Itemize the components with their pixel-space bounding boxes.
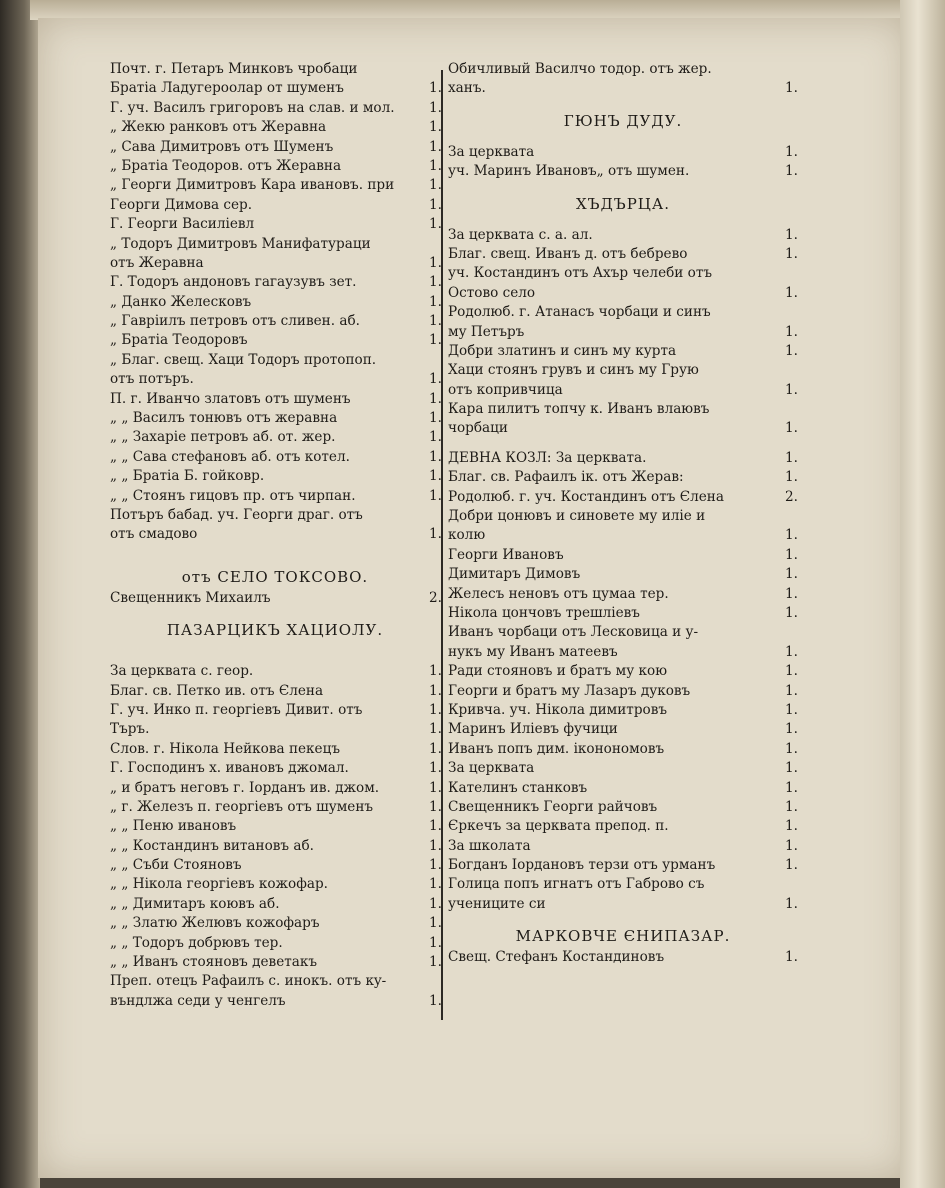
entry-row: [110, 138, 440, 157]
entry-row: [110, 701, 440, 720]
entry-count: 1.: [785, 469, 798, 486]
entry-row: [110, 293, 440, 312]
entry-name: Желесъ неновъ отъ цумаа тер.: [448, 585, 669, 602]
entry-name: П. г. Иванчо златовъ отъ шуменъ: [110, 390, 351, 407]
entry-row: [110, 99, 440, 118]
entry-row: [110, 351, 440, 370]
entry-name: „ „ Братіа Б. гойковр.: [110, 468, 265, 485]
entry-row: [110, 118, 440, 137]
entry-row: [110, 779, 440, 798]
entry-count: 1.: [429, 293, 442, 310]
entry-name: „ „ Пеню ивановъ: [110, 818, 237, 835]
entry-name: отъ потъръ.: [110, 371, 194, 388]
entry-count: 1.: [785, 323, 798, 340]
entry-name: „ Благ. свещ. Хаци Тодоръ протопоп.: [110, 351, 377, 368]
entry-name: „ „ Съби Стояновъ: [110, 857, 242, 874]
entry-name: За школата: [448, 837, 531, 854]
entry-name: Кривча. уч. Нікола димитровъ: [448, 701, 668, 718]
entry-name: Голица попъ игнатъ отъ Габрово съ: [448, 876, 705, 893]
entry-count: 1.: [785, 682, 798, 699]
entry-count: 1.: [785, 798, 798, 815]
entry-name: Г. Тодоръ андоновъ гагаузувъ зет.: [110, 274, 357, 291]
entry-count: 1.: [429, 99, 442, 116]
entry-row: [448, 759, 798, 778]
entry-row: [448, 226, 798, 245]
entry-row: [110, 914, 440, 933]
entry-row: [110, 487, 440, 506]
entry-name: Родолюб. г. Атанасъ чорбаци и синъ: [448, 304, 711, 321]
entry-count: 1.: [429, 254, 442, 271]
entry-name: Г. Георги Василіевл: [110, 216, 255, 233]
entry-row: [110, 992, 440, 1011]
entry-row: [110, 312, 440, 331]
entry-count: 1.: [429, 157, 442, 174]
entry-name: Богданъ Іордановъ терзи отъ урманъ: [448, 857, 716, 874]
right-list-block: [448, 143, 798, 182]
entry-row: [448, 284, 798, 303]
entry-name: Г. уч. Инко п. георгіевъ Дивит. отъ: [110, 701, 363, 718]
entry-count: 1.: [785, 837, 798, 854]
entry-count: 1.: [429, 837, 442, 854]
entry-row: [448, 948, 798, 967]
entry-row: [448, 643, 798, 662]
entry-count: 1.: [785, 895, 798, 912]
entry-count: 1.: [429, 487, 442, 504]
entry-name: нукъ му Иванъ матеевъ: [448, 643, 618, 660]
entry-row: [110, 953, 440, 972]
entry-name: „ „ Костандинъ витановъ аб.: [110, 837, 315, 854]
entry-row: [448, 623, 798, 642]
entry-row: [448, 546, 798, 565]
entry-count: 1.: [785, 663, 798, 680]
entry-name: отъ смадово: [110, 526, 198, 543]
entry-row: [110, 235, 440, 254]
entry-count: 1.: [785, 604, 798, 621]
entry-row: [448, 798, 798, 817]
entry-name: Нікола цончовъ трешліевъ: [448, 604, 640, 621]
entry-count: 1.: [429, 954, 442, 971]
entry-count: 1.: [785, 857, 798, 874]
entry-name: чорбаци: [448, 420, 508, 437]
entry-name: Братіа Ладугероолар от шуменъ: [110, 80, 344, 97]
entry-name: „ „ Сава стефановъ аб. отъ котел.: [110, 448, 350, 465]
entry-count: 1.: [429, 80, 442, 97]
entry-count: 1.: [429, 857, 442, 874]
entry-name: Димитаръ Димовъ: [448, 566, 581, 583]
entry-count: 1.: [785, 527, 798, 544]
entry-count: 1.: [429, 429, 442, 446]
entry-count: 1.: [785, 381, 798, 398]
entry-row: [110, 972, 440, 991]
entry-name: отъ копривчица: [448, 381, 563, 398]
entry-name: Свещ. Стефанъ Костандиновъ: [448, 949, 665, 966]
entry-name: въндлжа седи у ченгелъ: [110, 992, 286, 1009]
entry-row: [110, 370, 440, 389]
entry-row: [448, 817, 798, 836]
page-top-edge: [30, 0, 910, 20]
entry-count: 1.: [785, 760, 798, 777]
entry-name: Родолюб. г. уч. Костандинъ отъ Єлена: [448, 488, 724, 505]
entry-name: „ „ Иванъ стояновъ деветакъ: [110, 954, 318, 971]
entry-count: 1.: [429, 798, 442, 815]
entry-count: 1.: [429, 138, 442, 155]
entry-row: [448, 264, 798, 283]
right-list-block: [448, 449, 798, 914]
entry-row: [448, 303, 798, 322]
entry-name: Слов. г. Нікола Нейкова пекецъ: [110, 740, 340, 757]
entry-row: [448, 720, 798, 739]
entry-name: За церквата: [448, 760, 535, 777]
entry-count: 1.: [785, 779, 798, 796]
entry-row: [110, 467, 440, 486]
entry-count: 2.: [429, 589, 442, 606]
entry-row: [110, 740, 440, 759]
entry-row: [110, 682, 440, 701]
section-heading-toksovo: отъ СЕЛО ТОКСОВО.: [181, 567, 369, 586]
entry-count: 1.: [429, 332, 442, 349]
entry-row: [110, 798, 440, 817]
entry-row: [110, 662, 440, 681]
entry-row: [448, 79, 798, 98]
entry-row: [448, 507, 798, 526]
entry-row: [448, 856, 798, 875]
entry-name: За церквата: [448, 143, 535, 160]
entry-row: [448, 468, 798, 487]
entry-row: [448, 60, 798, 79]
entry-name: Г. уч. Василъ григоровъ на слав. и мол.: [110, 99, 395, 116]
entry-row: [110, 331, 440, 350]
entry-name: „ „ Тодоръ добрювъ тер.: [110, 934, 283, 951]
entry-count: 1.: [429, 663, 442, 680]
entry-row: [110, 157, 440, 176]
entry-name: „ Братіа Теодоровъ: [110, 332, 248, 349]
entry-name: „ „ Златю Желювъ кожофаръ: [110, 915, 320, 932]
entry-count: 2.: [785, 488, 798, 505]
entry-row: [110, 273, 440, 292]
entry-row: [110, 589, 440, 608]
entry-count: 1.: [785, 701, 798, 718]
entry-name: Георги Димова сер.: [110, 196, 253, 213]
entry-count: 1.: [785, 420, 798, 437]
entry-row: [110, 759, 440, 778]
entry-row: [110, 215, 440, 234]
entry-row: [110, 409, 440, 428]
entry-name: „ Гавріилъ петровъ отъ сливен. аб.: [110, 313, 360, 330]
entry-name: Кара пилитъ топчу к. Иванъ влаювъ: [448, 401, 710, 418]
entry-count: 1.: [429, 992, 442, 1009]
left-list-block: [110, 60, 440, 545]
entry-name: „ „ Нікола георгіевъ кожофар.: [110, 876, 328, 893]
entry-name: Преп. отецъ Рафаилъ с. инокъ. отъ кy-: [110, 973, 387, 990]
entry-row: [110, 934, 440, 953]
entry-count: 1.: [429, 721, 442, 738]
entry-count: 1.: [785, 163, 798, 180]
right-column: [448, 60, 798, 968]
entry-count: 1.: [785, 818, 798, 835]
entry-count: 1.: [785, 284, 798, 301]
entry-name: „ Братіа Теодоров. отъ Жеравна: [110, 157, 342, 174]
entry-row: [448, 361, 798, 380]
entry-row: [448, 875, 798, 894]
entry-name: Свещенникъ Михаилъ: [110, 589, 271, 606]
entry-count: 1.: [429, 448, 442, 465]
entry-name: Потъръ бабад. уч. Георги драг. отъ: [110, 506, 363, 523]
entry-count: 1.: [429, 934, 442, 951]
entry-name: Георги и братъ му Лазаръ дуковъ: [448, 682, 691, 699]
entry-count: 1.: [429, 390, 442, 407]
entry-name: Остово село: [448, 284, 536, 301]
entry-row: [110, 390, 440, 409]
entry-name: „ Жекю ранковъ отъ Жеравна: [110, 119, 327, 136]
entry-count: 1.: [785, 546, 798, 563]
entry-count: 1.: [785, 143, 798, 160]
entry-name: Търъ.: [110, 721, 150, 738]
entry-name: Иванъ чорбаци отъ Лесковица и у-: [448, 624, 699, 641]
entry-name: Свещенникъ Георги райчовъ: [448, 798, 658, 815]
entry-name: Г. Господинъ х. ивановъ джомал.: [110, 760, 349, 777]
entry-name: „ Сава Димитровъ отъ Шуменъ: [110, 138, 334, 155]
entry-count: 1.: [429, 216, 442, 233]
entry-count: 1.: [785, 245, 798, 262]
entry-name: „ Данко Желесковъ: [110, 293, 252, 310]
entry-name: Благ. св. Рафаилъ ік. отъ Жерав:: [448, 469, 684, 486]
entry-row: [448, 701, 798, 720]
entry-name: „ Тодоръ Димитровъ Манифатураци: [110, 235, 371, 252]
entry-name: „ „ Стоянъ гицовъ пр. отъ чирпан.: [110, 487, 356, 504]
entry-name: Добри златинъ и синъ му курта: [448, 342, 677, 359]
entry-count: 1.: [429, 760, 442, 777]
entry-name: „ „ Димитаръ коювъ аб.: [110, 895, 280, 912]
entry-name: Обичливый Василчо тодор. отъ жер.: [448, 61, 712, 77]
entry-row: [448, 662, 798, 681]
entry-count: 1.: [785, 80, 798, 97]
entry-row: [448, 488, 798, 507]
book-spine-shadow: [0, 0, 40, 1188]
entry-count: 1.: [429, 371, 442, 388]
entry-name: За церквата с. геор.: [110, 663, 254, 680]
entry-count: 1.: [785, 721, 798, 738]
entry-name: Благ. св. Петко ив. отъ Єлена: [110, 682, 324, 699]
entry-count: 1.: [785, 226, 798, 243]
entry-name: ханъ.: [448, 80, 486, 97]
entry-row: [110, 817, 440, 836]
entry-name: Иванъ попъ дим. іконономовъ: [448, 740, 665, 757]
entry-name: Хаци стоянъ грувъ и синъ му Грую: [448, 362, 699, 379]
entry-count: 1.: [429, 526, 442, 543]
entry-row: [110, 176, 440, 195]
entry-row: [448, 585, 798, 604]
page-right-edge: [900, 0, 945, 1188]
entry-name: колю: [448, 527, 486, 544]
entry-row: [448, 323, 798, 342]
entry-row: [110, 428, 440, 447]
entry-row: [110, 196, 440, 215]
entry-row: [448, 682, 798, 701]
entry-row: [448, 381, 798, 400]
entry-row: [110, 525, 440, 544]
section-heading-pazardzhik: ПАЗАРЦИКЪ ХАЦИОЛУ.: [166, 621, 384, 640]
entry-count: 1.: [429, 410, 442, 427]
entry-row: [448, 837, 798, 856]
entry-count: 1.: [429, 468, 442, 485]
entry-name: „ и братъ неговъ г. Іорданъ ив. джом.: [110, 779, 380, 796]
entry-count: 1.: [429, 740, 442, 757]
right-list-block: [448, 948, 798, 967]
entry-row: [448, 162, 798, 181]
entry-row: [448, 604, 798, 623]
entry-row: [448, 895, 798, 914]
entry-row: [448, 449, 798, 468]
entry-name: учениците си: [448, 895, 546, 912]
entry-name: Георги Ивановъ: [448, 546, 564, 563]
entry-row: [110, 837, 440, 856]
entry-count: 1.: [429, 119, 442, 136]
entry-name: „ г. Железъ п. георгіевъ отъ шуменъ: [110, 798, 374, 815]
right-list-block: [448, 60, 798, 99]
entry-row: [448, 143, 798, 162]
entry-name: „ „ Василъ тонювъ отъ жеравна: [110, 410, 338, 427]
right-list-block: [448, 226, 798, 439]
entry-count: 1.: [429, 701, 442, 718]
entry-count: 1.: [429, 818, 442, 835]
entry-row: [448, 779, 798, 798]
entry-row: [448, 400, 798, 419]
entry-name: Кателинъ станковъ: [448, 779, 588, 796]
entry-name: Ради стояновъ и братъ му кою: [448, 663, 668, 680]
entry-row: [448, 565, 798, 584]
entry-count: 1.: [429, 682, 442, 699]
entry-count: 1.: [785, 449, 798, 466]
entry-count: 1.: [429, 196, 442, 213]
entry-row: [110, 720, 440, 739]
entry-row: [448, 740, 798, 759]
entry-row: [448, 419, 798, 438]
left-list-block: [110, 589, 440, 608]
entry-count: 1.: [785, 740, 798, 757]
entry-name: уч. Маринъ Ивановъ„ отъ шумен.: [448, 163, 690, 180]
entry-count: 1.: [785, 342, 798, 359]
entry-name: Маринъ Иліевъ фучици: [448, 721, 618, 738]
entry-count: 1.: [785, 643, 798, 660]
entry-name: отъ Жеравна: [110, 254, 204, 271]
entry-row: [110, 60, 440, 79]
entry-name: Благ. свещ. Иванъ д. отъ бебрево: [448, 245, 688, 262]
entry-count: 1.: [429, 915, 442, 932]
entry-count: 1.: [785, 585, 798, 602]
entry-count: 1.: [785, 566, 798, 583]
entry-row: [448, 245, 798, 264]
entry-name: „ „ Захаріе петровъ аб. от. жер.: [110, 429, 336, 446]
entry-name: Єркечъ за церквата препод. п.: [448, 818, 669, 835]
entry-row: [110, 448, 440, 467]
entry-count: 1.: [429, 895, 442, 912]
entry-name: За церквата с. а. ал.: [448, 226, 593, 243]
entry-row: [110, 254, 440, 273]
entry-name: Почт. г. Петаръ Минковъ чробаци: [110, 61, 358, 77]
entry-count: 1.: [429, 876, 442, 893]
entry-count: 1.: [429, 274, 442, 291]
entry-row: [110, 895, 440, 914]
section-heading-hadzhartsa: ХЪДЪРЦА.: [575, 194, 670, 213]
left-list-block: [110, 662, 440, 1011]
entry-row: [110, 875, 440, 894]
entry-name: му Петъръ: [448, 323, 525, 340]
entry-row: [448, 342, 798, 361]
section-heading-gyun-dudu: ГЮНЪ ДУДУ.: [563, 111, 683, 130]
entry-count: 1.: [429, 779, 442, 796]
entry-row: [110, 79, 440, 98]
entry-count: 1.: [429, 313, 442, 330]
entry-name: Добри цонювъ и синовете му иліе и: [448, 508, 706, 525]
section-heading-markovche: МАРКОВЧЕ ЄНИПАЗАР.: [515, 927, 731, 946]
entry-row: [110, 856, 440, 875]
entry-row: [448, 526, 798, 545]
entry-name: ДЕВНА КОЗЛ: За церквата.: [448, 449, 647, 466]
left-column: [110, 60, 440, 1011]
entry-count: 1.: [429, 177, 442, 194]
entry-name: „ Георги Димитровъ Кара ивановъ. при: [110, 177, 395, 194]
entry-row: [110, 506, 440, 525]
entry-count: 1.: [785, 949, 798, 966]
entry-name: уч. Костандинъ отъ Ахър челеби отъ: [448, 265, 713, 282]
